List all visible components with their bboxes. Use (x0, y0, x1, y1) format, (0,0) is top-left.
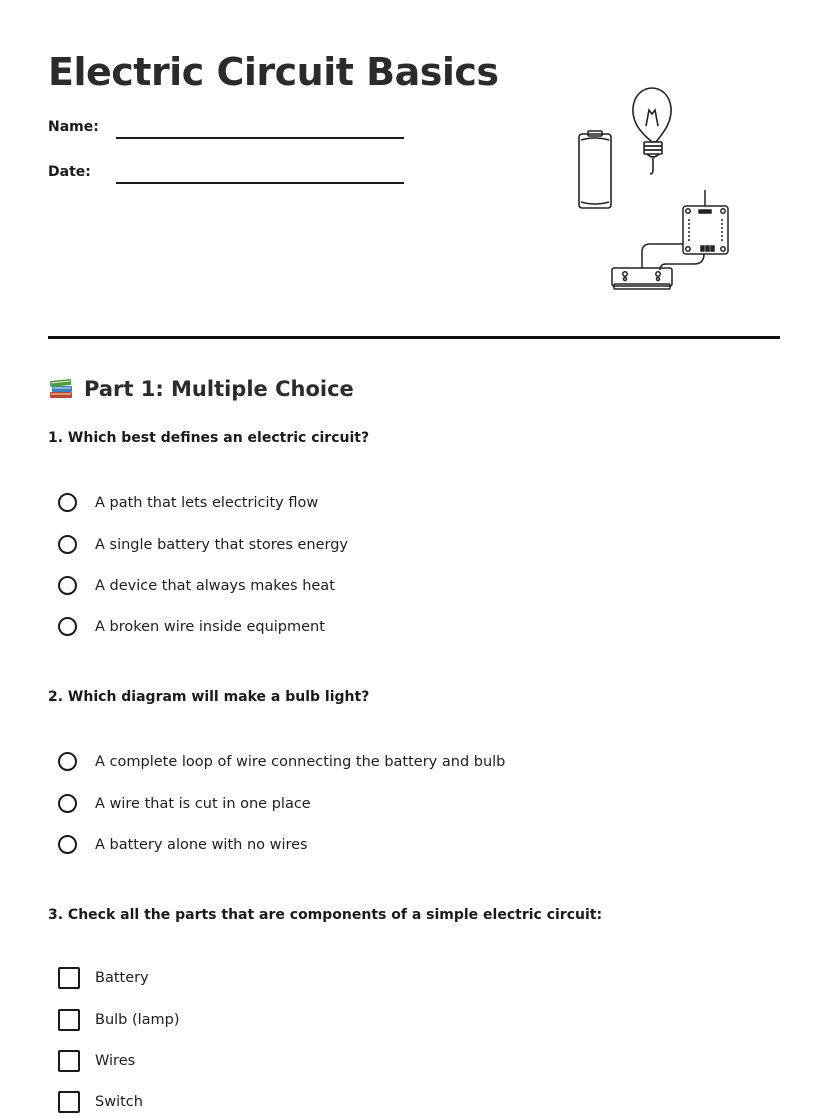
option-label: A complete loop of wire connecting the battery and bulb (95, 754, 506, 770)
option-label: A battery alone with no wires (95, 837, 308, 853)
option-label: A device that always makes heat (95, 578, 335, 594)
section-title: Part 1: Multiple Choice (84, 377, 354, 401)
books-icon (48, 376, 74, 402)
radio-button[interactable] (58, 794, 77, 813)
option-label: A broken wire inside equipment (95, 619, 325, 635)
option-label: Switch (95, 1094, 143, 1110)
option-label: A path that lets electricity flow (95, 495, 319, 511)
lightbulb-icon (633, 88, 671, 174)
question-2: 2. Which diagram will make a bulb light? (48, 689, 370, 705)
checkbox[interactable] (58, 1050, 80, 1072)
checkbox[interactable] (58, 967, 80, 989)
radio-button[interactable] (58, 493, 77, 512)
circuit-board-icon (683, 190, 728, 254)
radio-button[interactable] (58, 576, 77, 595)
page-title: Electric Circuit Basics (48, 50, 499, 94)
option-label: Battery (95, 970, 149, 986)
option-label: A wire that is cut in one place (95, 796, 311, 812)
option-label: Wires (95, 1053, 136, 1069)
battery-icon (579, 131, 611, 208)
option-label: Bulb (lamp) (95, 1012, 180, 1028)
date-label: Date: (48, 164, 91, 180)
section-divider (48, 336, 780, 339)
option-label: A single battery that stores energy (95, 537, 349, 553)
radio-button[interactable] (58, 617, 77, 636)
question-3: 3. Check all the parts that are components of a simple electric circuit: (48, 907, 603, 923)
question-1: 1. Which best defines an electric circuit? (48, 430, 370, 446)
radio-button[interactable] (58, 535, 77, 554)
circuit-parts-illustration (570, 84, 740, 296)
radio-button[interactable] (58, 835, 77, 854)
name-input-line[interactable] (116, 137, 404, 139)
name-field (48, 117, 408, 141)
radio-button[interactable] (58, 752, 77, 771)
checkbox[interactable] (58, 1009, 80, 1031)
name-label: Name: (48, 119, 99, 135)
date-field (48, 162, 408, 186)
checkbox[interactable] (58, 1091, 80, 1113)
date-input-line[interactable] (116, 182, 404, 184)
